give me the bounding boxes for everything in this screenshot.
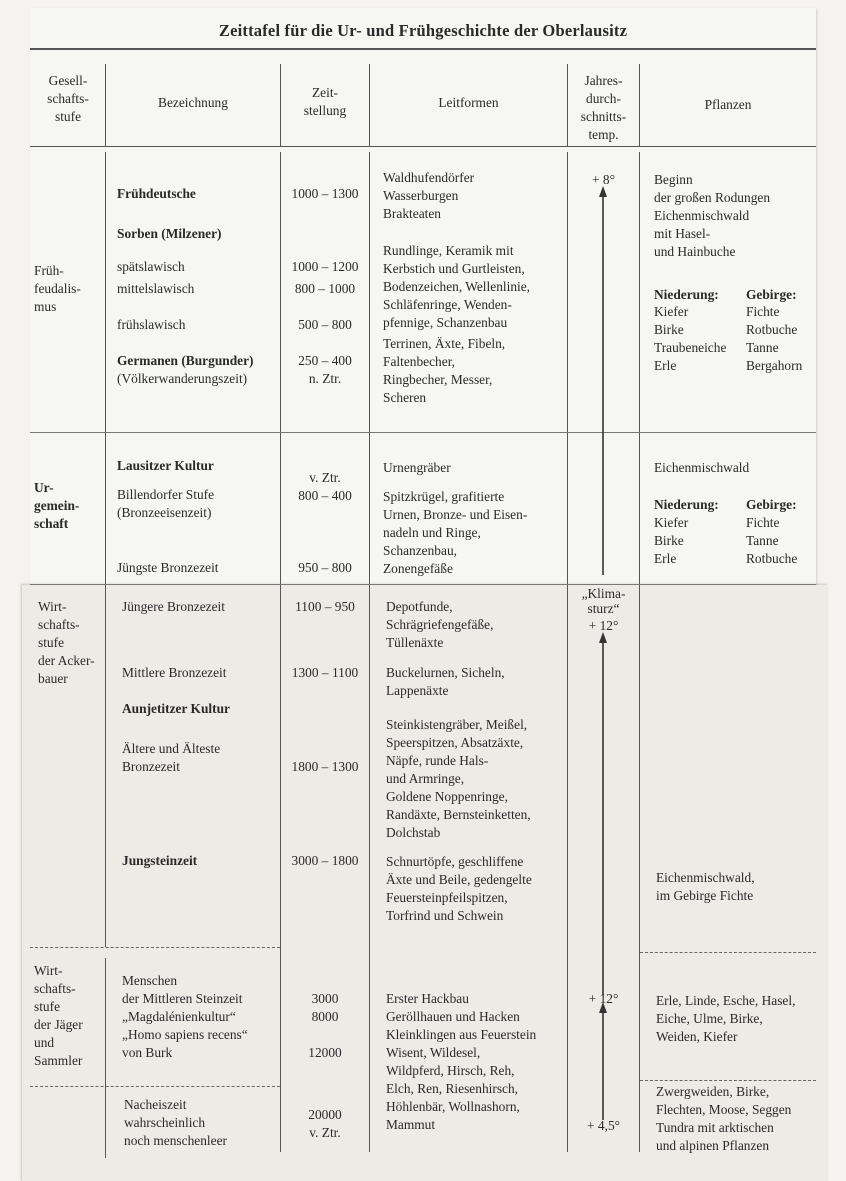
bez-nacheiszeit: Nacheiszeit wahrscheinlich noch menschenleer — [124, 1097, 227, 1148]
bez-aunjetitzer: Aunjetitzer Kultur — [122, 701, 230, 716]
niederung-list-1: Kiefer Birke Traubeneiche Erle — [654, 304, 727, 373]
bez-spaetslawisch: spätslawisch — [117, 259, 185, 274]
zeit-juengere-bronzezeit: 1100 – 950 — [295, 599, 355, 614]
leit-jungsteinzeit: Schnurtöpfe, geschliffene Äxte und Beile, gedengelte Feuersteinpfeilspitzen, Torfrind und Schwein — [386, 854, 532, 923]
leit-jaeger-sammler: Erster Hackbau Geröllhauen und Hacken Kleinklingen aus Feuerstein Wisent, Wildesel, Wildpferd, Hirsch, Reh, Elch, Ren, Riesenhirsch, Höhlenbär, Wollnashorn, Mammut — [386, 991, 537, 1132]
zeit-fruehdeutsche: 1000 – 1300 — [291, 186, 359, 201]
label-gebirge-1: Gebirge: — [746, 287, 797, 302]
pflanzen-nacheiszeit: Zwergweiden, Birke, Flechten, Moose, Seggen Tundra mit arktischen und alpinen Pflanzen — [656, 1084, 792, 1153]
bez-lausitzer: Lausitzer Kultur — [117, 458, 214, 473]
header-zeitstellung: Zeit- stellung — [303, 85, 347, 118]
bez-mittelslawisch: mittelslawisch — [117, 281, 195, 296]
pflanzen-jaeger-sammler: Erle, Linde, Esche, Hasel, Eiche, Ulme, Birke, Weiden, Kiefer — [656, 993, 796, 1044]
leit-fruehdeutsche: Waldhufendörfer Wasserburgen Brakteaten — [383, 170, 475, 221]
bez-juengste-bronzezeit: Jüngste Bronzezeit — [117, 560, 219, 575]
zeit-juengste-bronzezeit: 950 – 800 — [298, 560, 352, 575]
pflanzen-urgemeinschaft: Eichenmischwald — [654, 460, 750, 475]
header-temperatur: Jahres- durch- schnitts- temp. — [580, 73, 627, 142]
stufe-urgemeinschaft: Ur- gemein- schaft — [34, 480, 80, 531]
zeit-billendorfer: v. Ztr. 800 – 400 — [298, 470, 352, 503]
temp-jaeger-sammler: + 12° — [588, 991, 619, 1006]
leit-mittlere-bronzezeit: Buckelurnen, Sicheln, Lappenäxte — [386, 665, 505, 698]
bez-juengere-bronzezeit: Jüngere Bronzezeit — [122, 599, 225, 614]
zeit-fruehslawisch: 500 – 800 — [298, 317, 352, 332]
bez-jungsteinzeit: Jungsteinzeit — [122, 853, 198, 868]
stufe-ackerbauer: Wirt- schafts- stufe der Acker- bauer — [38, 599, 95, 686]
bez-fruehslawisch: frühslawisch — [117, 317, 186, 332]
bez-aeltere-bronzezeit: Ältere und Älteste Bronzezeit — [122, 741, 221, 774]
zeit-mittlere-steinzeit: 3000 8000 12000 — [308, 991, 342, 1060]
leit-urnengraeber: Urnengräber — [383, 460, 451, 475]
zeit-spaetslawisch: 1000 – 1200 — [291, 259, 359, 274]
bez-germanen: Germanen (Burgunder) — [117, 353, 254, 368]
temp-nacheiszeit: + 4,5° — [587, 1118, 620, 1133]
gebirge-list-2: Fichte Tanne Rotbuche — [746, 515, 798, 566]
zeit-mittlere-bronzezeit: 1300 – 1100 — [291, 665, 359, 680]
bez-fruehdeutsche: Frühdeutsche — [117, 186, 196, 201]
leit-germanen: Terrinen, Äxte, Fibeln, Faltenbecher, Ringbecher, Messer, Scheren — [383, 336, 506, 405]
leit-aeltere-bronzezeit: Steinkistengräber, Meißel, Speerspitzen, Absatzäxte, Näpfe, runde Hals- und Armringe, Goldene Noppenringe, Randäxte, Bernsteinketten, Dolchstab — [386, 717, 531, 840]
zeit-aeltere-bronzezeit: 1800 – 1300 — [291, 759, 359, 774]
bez-voelkerwanderung: (Völkerwanderungszeit) — [117, 371, 248, 386]
leit-juengere-bronzezeit: Depotfunde, Schrägriefengefäße, Tüllenäxte — [386, 599, 494, 650]
zeit-mittelslawisch: 800 – 1000 — [294, 281, 356, 296]
zeit-jungsteinzeit: 3000 – 1800 — [291, 853, 359, 868]
header-bezeichnung: Bezeichnung — [158, 95, 228, 110]
bez-billendorfer: Billendorfer Stufe (Bronzeeisenzeit) — [117, 487, 215, 520]
label-niederung-1: Niederung: — [654, 287, 719, 302]
header-pflanzen: Pflanzen — [704, 97, 752, 112]
pflanzen-ackerbauer: Eichenmischwald, im Gebirge Fichte — [656, 870, 755, 903]
label-niederung-2: Niederung: — [654, 497, 719, 512]
stufe-fruehfeudalismus: Früh- feudalis- mus — [34, 263, 81, 314]
temp-fruehfeudalismus: + 8° — [592, 172, 615, 187]
stufe-jaeger-sammler: Wirt- schafts- stufe der Jäger und Sammler — [34, 963, 83, 1068]
page-title: Zeittafel für die Ur- und Frühgeschichte der Oberlausitz — [218, 21, 628, 40]
pflanzen-fruehfeudalismus: Beginn der großen Rodungen Eichenmischwald mit Hasel- und Hainbuche — [654, 172, 771, 259]
temp-ackerbauer: + 12° — [588, 618, 619, 633]
leit-urgemeinschaft: Spitzkrügel, grafitierte Urnen, Bronze- und Eisen- nadeln und Ringe, Schanzenbau, Zonengefäße — [383, 489, 528, 576]
bez-sorben: Sorben (Milzener) — [117, 226, 222, 241]
label-gebirge-2: Gebirge: — [746, 497, 797, 512]
niederung-list-2: Kiefer Birke Erle — [654, 515, 689, 566]
gebirge-list-1: Fichte Rotbuche Tanne Bergahorn — [746, 304, 803, 373]
klimasturz-label: „Klima- sturz“ — [581, 586, 626, 616]
zeit-nacheiszeit: 20000 v. Ztr. — [308, 1107, 342, 1140]
header-stufe: Gesell- schafts- stufe — [47, 73, 89, 124]
bez-mittlere-bronzezeit: Mittlere Bronzezeit — [122, 665, 227, 680]
bez-mittlere-steinzeit: Menschen der Mittleren Steinzeit „Magdalénienkultur“ „Homo sapiens recens“ von Burk — [122, 973, 248, 1060]
header-leitformen: Leitformen — [438, 95, 499, 110]
zeit-germanen: 250 – 400 n. Ztr. — [298, 353, 352, 386]
leit-slawisch: Rundlinge, Keramik mit Kerbstich und Gurtleisten, Bodenzeichen, Wellenlinie, Schläfenringe, Wenden- pfennige, Schanzenbau — [383, 243, 531, 330]
